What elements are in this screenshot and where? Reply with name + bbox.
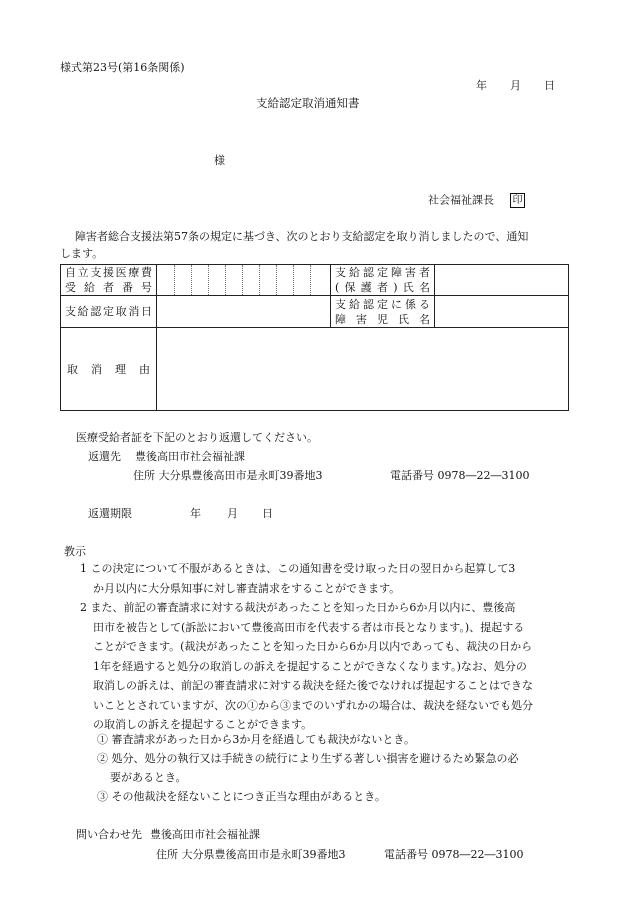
instructions-heading: 教示 (64, 545, 86, 558)
addressee-suffix: 様 (214, 154, 225, 167)
recognized-person-label: 支給認定障害者 (保護者)氏名 (331, 265, 435, 296)
recipient-number-cell (157, 265, 331, 296)
return-destination (88, 451, 245, 462)
return-deadline-day: 日 (262, 507, 273, 520)
issuer (428, 193, 525, 208)
instruction-circle-2-line-2: 要があるとき。 (110, 771, 187, 784)
cancel-date-label: 支給認定取消日 (61, 296, 157, 328)
return-instruction: 医療受給者証を下記のとおり返還してください。 (76, 431, 318, 444)
cancel-date-cell (157, 296, 331, 328)
contact-label: 問い合わせ先 (76, 828, 142, 841)
return-deadline-month: 月 (227, 507, 238, 520)
form-number: 様式第23号(第16条関係) (60, 61, 185, 74)
cancellation-table (60, 264, 569, 411)
intro-line-2: します。 (60, 247, 104, 260)
child-name-cell (435, 296, 569, 328)
return-deadline-label: 返還期限 (88, 507, 132, 520)
return-deadline-year: 年 (190, 507, 201, 520)
contact-phone: 電話番号 0978―22―3100 (384, 848, 524, 861)
return-phone: 電話番号 0978―22―3100 (390, 469, 530, 482)
instruction-circle-1: ① 審査請求があった日から3か月を経過しても裁決がないとき。 (97, 733, 415, 746)
seal-box: 印 (510, 193, 525, 208)
recognized-person-name-cell (435, 265, 569, 296)
date-month: 月 (510, 79, 521, 92)
recipient-number-label: 自立支援医療費 受給者番号 (61, 265, 157, 296)
intro-line-1: 障害者総合支援法第57条の規定に基づき、次のとおり支給認定を取り消しましたので、通知 (75, 230, 529, 243)
contact-address: 住所 大分県豊後高田市是永町39番地3 (156, 848, 346, 861)
contact-line (76, 829, 260, 840)
return-destination-office: 豊後高田市社会福祉課 (135, 450, 245, 463)
reason-label: 取消理由 (61, 328, 157, 411)
instruction-item-2: 2 また、前記の審査請求に対する裁決があったことを知った日から6か月以内に、豊後高 田市を被告として(訴訟において豊後高田市を代表する者は市長となります。)、提起する ことができます。(裁決があったことを知った日から6か月以内であっても、裁決の日から 1年を経過すると処分の取消しの訴えを提起することができなくなります。)なお、処分の 取消しの訴えは、前記の審査請求に対する裁決を経た後でなければ提起することはできな いこととされていますが、次の①から③までのいずれかの場合は、裁決を経ないでも処分 の取消しの訴えを提起することができます。 (80, 601, 533, 731)
return-address: 住所 大分県豊後高田市是永町39番地3 (133, 469, 323, 482)
recipient-number-digit-dividers (157, 265, 330, 295)
child-name-label: 支給認定に係る 障害児氏名 (331, 296, 435, 328)
issuer-title: 社会福祉課長 (428, 193, 494, 207)
date-day: 日 (544, 79, 555, 92)
reason-cell (157, 328, 569, 411)
contact-office: 豊後高田市社会福祉課 (150, 828, 260, 841)
date-year: 年 (476, 79, 487, 92)
document-title: 支給認定取消通知書 (256, 96, 360, 110)
instruction-circle-2-line-1: ② 処分、処分の執行又は手続きの続行により生ずる著しい損害を避けるため緊急の必 (97, 752, 519, 765)
instruction-circle-3: ③ その他裁決を経ないことにつき正当な理由があるとき。 (97, 790, 386, 803)
return-destination-label: 返還先 (88, 450, 121, 463)
instruction-item-1: 1 この決定について不服があるときは、この通知書を受け取った日の翌日から起算して3 か月以内に大分県知事に対し審査請求をすることができます。 (80, 562, 516, 595)
